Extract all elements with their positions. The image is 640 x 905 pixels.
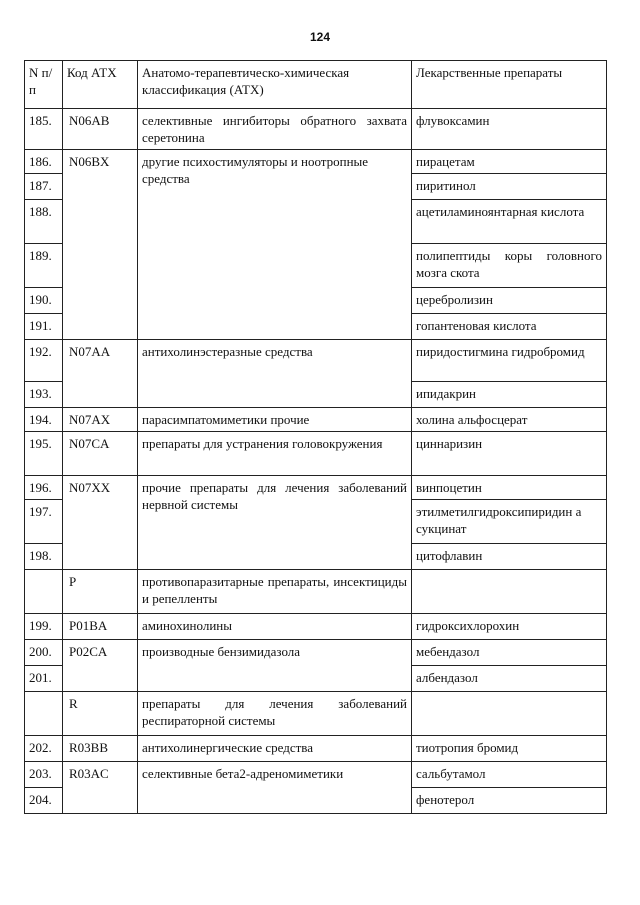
row-code: P [63,570,138,614]
row-num [25,692,63,736]
row-code: N07AA [63,340,138,408]
header-num: N п/п [25,61,63,109]
row-atc: прочие препараты для лечения заболеваний нервной системы [138,476,412,570]
row-code: N06BX [63,150,138,340]
table-row [25,408,607,432]
table-row [25,762,607,788]
row-num: 186. [25,150,63,174]
row-num: 197. [25,500,63,544]
row-atc: антихолинергические средства [138,736,412,762]
row-num: 195. [25,432,63,476]
row-atc: производные бензимидазола [138,640,412,692]
row-drug: фенотерол [412,788,607,814]
row-drug: мебендазол [412,640,607,666]
atc-drug-table [24,60,607,814]
row-atc: противопаразитарные препараты, инсектициды и репелленты [138,570,412,614]
page-number: 124 [309,30,331,44]
row-num: 185. [25,109,63,150]
row-code: N07CA [63,432,138,476]
header-code: Код АТХ [63,61,138,109]
row-code: N06AB [63,109,138,150]
row-num: 196. [25,476,63,500]
row-drug: гопантеновая кислота [412,314,607,340]
row-drug: сальбутамол [412,762,607,788]
row-num: 198. [25,544,63,570]
row-code: P02CA [63,640,138,692]
row-drug: церебролизин [412,288,607,314]
row-num: 203. [25,762,63,788]
row-drug: полипептиды коры головного мозга скота [412,244,607,288]
row-drug: холина альфосцерат [412,408,607,432]
row-drug: цитофлавин [412,544,607,570]
table-row [25,150,607,174]
row-drug: ацетиламиноянтарная кислота [412,200,607,244]
row-atc: селективные ингибиторы обратного захвата серетонина [138,109,412,150]
row-drug: циннаризин [412,432,607,476]
row-num: 204. [25,788,63,814]
table-row [25,736,607,762]
row-num [25,570,63,614]
table-row [25,614,607,640]
row-num: 199. [25,614,63,640]
row-atc: парасимпатомиметики прочие [138,408,412,432]
row-num: 193. [25,382,63,408]
document-table-container [24,60,607,814]
row-num: 188. [25,200,63,244]
header-atc: Анатомо-терапевтическо-химическая классификация (АТХ) [138,61,412,109]
row-drug: тиотропия бромид [412,736,607,762]
row-num: 190. [25,288,63,314]
row-drug: флувоксамин [412,109,607,150]
table-row [25,109,607,150]
row-num: 194. [25,408,63,432]
table-row [25,340,607,382]
row-num: 201. [25,666,63,692]
row-code: N07AX [63,408,138,432]
row-code: R03BB [63,736,138,762]
row-code: R03AC [63,762,138,814]
table-row [25,432,607,476]
row-atc: препараты для устранения головокружения [138,432,412,476]
row-drug: винпоцетин [412,476,607,500]
row-drug: пиридостигмина гидробромид [412,340,607,382]
row-drug [412,570,607,614]
row-num: 200. [25,640,63,666]
row-drug: пирацетам [412,150,607,174]
table-header-row [25,61,607,109]
row-atc: другие психостимуляторы и ноотропные средства [138,150,412,340]
row-num: 192. [25,340,63,382]
table-row [25,476,607,500]
row-drug [412,692,607,736]
row-drug: пиритинол [412,174,607,200]
table-row [25,570,607,614]
table-row [25,692,607,736]
row-drug: албендазол [412,666,607,692]
row-code: N07XX [63,476,138,570]
row-atc: препараты для лечения заболеваний респираторной системы [138,692,412,736]
row-atc: селективные бета2-адреномиметики [138,762,412,814]
row-atc: аминохинолины [138,614,412,640]
table-row [25,640,607,666]
row-code: P01BA [63,614,138,640]
row-num: 189. [25,244,63,288]
row-drug: этилметилгидроксипиридин а сукцинат [412,500,607,544]
row-code: R [63,692,138,736]
row-num: 202. [25,736,63,762]
row-drug: ипидакрин [412,382,607,408]
row-drug: гидроксихлорохин [412,614,607,640]
row-num: 187. [25,174,63,200]
header-drugs: Лекарственные препараты [412,61,607,109]
row-atc: антихолинэстеразные средства [138,340,412,408]
row-num: 191. [25,314,63,340]
